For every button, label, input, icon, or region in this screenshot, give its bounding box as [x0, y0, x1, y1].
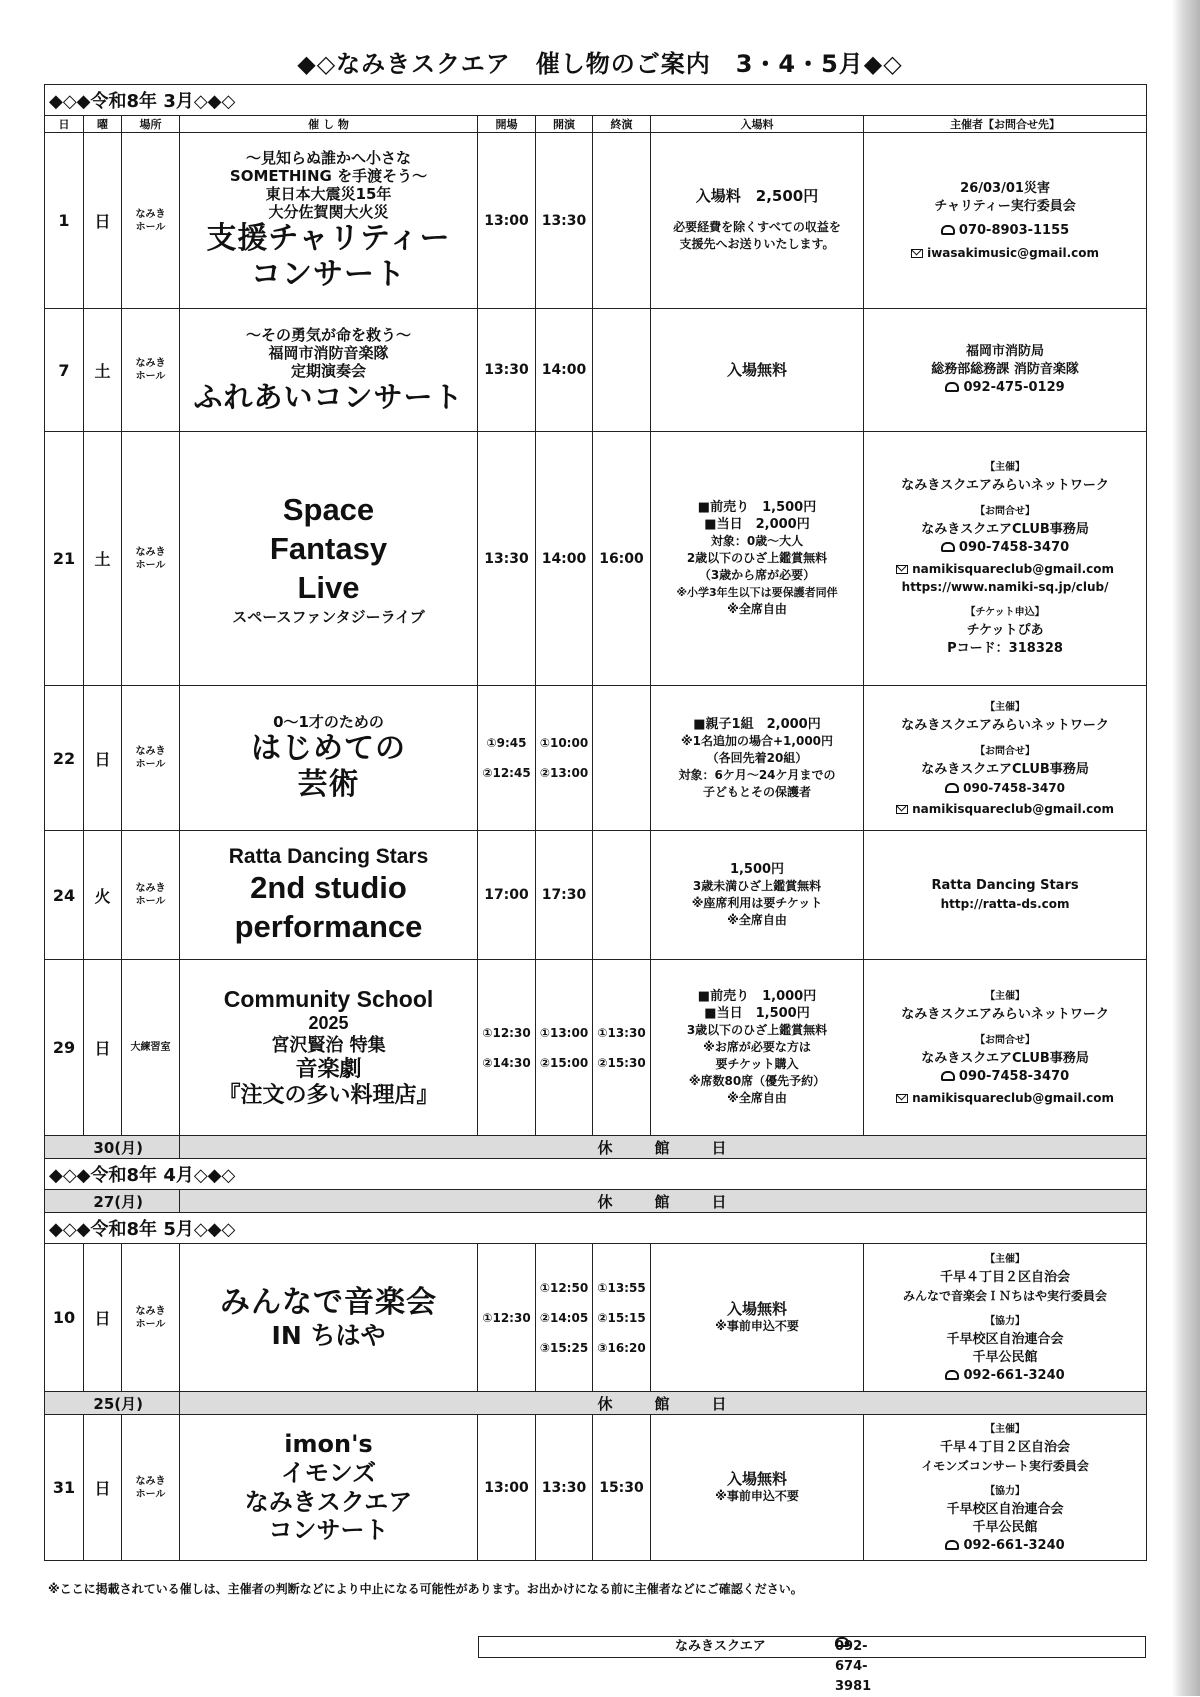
end-time: ①13:30 ②15:30 [593, 960, 651, 1136]
header-weekday: 曜 [84, 116, 122, 133]
row-weekday: 日 [84, 1244, 122, 1392]
admission-fee: ■親子1組 2,000円 ※1名追加の場合+1,000円 （各回先着20組） 対象：6ケ月～24ケ月までの 子どもとその保護者 [651, 686, 864, 831]
open-time: 13:00 [478, 1415, 536, 1561]
open-time: 13:30 [478, 432, 536, 686]
header-open: 開場 [478, 116, 536, 133]
event-title: 0～1才のための はじめての 芸術 [180, 686, 478, 831]
row-place: 大練習室 [122, 960, 180, 1136]
mail-icon [896, 565, 908, 574]
row-weekday: 日 [84, 1415, 122, 1561]
row-weekday: 火 [84, 831, 122, 960]
open-time: 17:00 [478, 831, 536, 960]
organizer-info: 【主催】 なみきスクエアみらいネットワーク 【お問合せ】 なみきスクエアCLUB事務局 090-7458-3470 namikisquareclub@gmail.com [864, 960, 1147, 1136]
closed-label: 休館日 [180, 1136, 1147, 1159]
admission-fee: 入場料 2,500円 必要経費を除くすべての収益を 支援先へお送りいたします。 [651, 133, 864, 309]
row-weekday: 土 [84, 309, 122, 432]
row-day: 22 [45, 686, 84, 831]
phone-icon [945, 783, 959, 793]
row-weekday: 日 [84, 686, 122, 831]
phone-icon [941, 1071, 955, 1081]
organizer-info: 福岡市消防局 総務部総務課 消防音楽隊 092-475-0129 [864, 309, 1147, 432]
start-time: 13:30 [536, 1415, 593, 1561]
event-row [45, 1415, 1147, 1561]
end-time [593, 686, 651, 831]
open-time: ①12:30 [478, 1244, 536, 1392]
event-title: ～見知らぬ誰かへ小さな SOMETHING を手渡そう～ 東日本大震災15年 大分佐賀関大火災 支援チャリティー コンサート [180, 133, 478, 309]
admission-fee: ■前売り 1,500円 ■当日 2,000円 対象：0歳～大人 2歳以下のひざ上鑑賞無料 （3歳から席が必要） ※小学3年生以下は要保護者同伴 ※全席自由 [651, 432, 864, 686]
closed-label: 休館日 [180, 1392, 1147, 1415]
end-time: 16:00 [593, 432, 651, 686]
month-label: ◆◇◆令和8年 4月◇◆◇ [45, 1159, 1147, 1190]
header-event: 催 し 物 [180, 116, 478, 133]
closed-label: 休館日 [180, 1190, 1147, 1213]
month-header-april [45, 1159, 1147, 1190]
header-organizer: 主催者【お問合せ先】 [864, 116, 1147, 133]
row-day: 24 [45, 831, 84, 960]
open-time: ①12:30 ②14:30 [478, 960, 536, 1136]
page-edge-shadow [1172, 0, 1200, 1696]
column-headers [45, 116, 1147, 133]
event-row [45, 1244, 1147, 1392]
schedule-table [44, 84, 1147, 1561]
row-day: 21 [45, 432, 84, 686]
row-place: なみき ホール [122, 831, 180, 960]
disclaimer-note: ※ここに掲載されている催しは、主催者の判断などにより中止になる可能性があります。お出かけになる前に主催者などにご確認ください。 [48, 1582, 803, 1596]
row-place: なみき ホール [122, 432, 180, 686]
event-title: Community School 2025 宮沢賢治 特集 音楽劇 『注文の多い料理店』 [180, 960, 478, 1136]
open-time: 13:00 [478, 133, 536, 309]
row-day: 1 [45, 133, 84, 309]
mail-icon [911, 249, 923, 258]
admission-fee: ■前売り 1,000円 ■当日 1,500円 3歳以下のひざ上鑑賞無料 ※お席が必要な方は 要チケット購入 ※席数80席（優先予約） ※全席自由 [651, 960, 864, 1136]
organizer-info: Ratta Dancing Stars http://ratta-ds.com [864, 831, 1147, 960]
header-day: 日 [45, 116, 84, 133]
header-place: 場所 [122, 116, 180, 133]
event-row [45, 686, 1147, 831]
open-time: 13:30 [478, 309, 536, 432]
event-title: ～その勇気が命を救う～ 福岡市消防音楽隊 定期演奏会 ふれあいコンサート [180, 309, 478, 432]
end-time: 15:30 [593, 1415, 651, 1561]
month-label: ◆◇◆令和8年 3月◇◆◇ [45, 85, 1147, 116]
row-place: なみき ホール [122, 1415, 180, 1561]
row-weekday: 日 [84, 133, 122, 309]
start-time: ①13:00 ②15:00 [536, 960, 593, 1136]
month-header-may [45, 1213, 1147, 1244]
page-title: ◆◇なみきスクエア 催し物のご案内 3・4・5月◆◇ [297, 50, 903, 78]
end-time [593, 133, 651, 309]
footer-contact-box: なみきスクエア 092-674-3981 [478, 1636, 1146, 1658]
row-place: なみき ホール [122, 686, 180, 831]
mail-icon [896, 805, 908, 814]
header-start: 開演 [536, 116, 593, 133]
organizer-info: 【主催】 千早４丁目２区自治会 みんなで音楽会ＩＮちはや実行委員会 【協力】 千早校区自治連合会 千早公民館 092-661-3240 [864, 1244, 1147, 1392]
closed-day-row [45, 1392, 1147, 1415]
closed-date: 27(月) [45, 1190, 180, 1213]
organizer-info: 26/03/01災害 チャリティー実行委員会 070-8903-1155 iwasakimusic@gmail.com [864, 133, 1147, 309]
mail-icon [896, 1094, 908, 1103]
row-place: なみき ホール [122, 309, 180, 432]
closed-date: 25(月) [45, 1392, 180, 1415]
event-title: Space Fantasy Live スペースファンタジーライブ [180, 432, 478, 686]
closed-day-row [45, 1136, 1147, 1159]
end-time [593, 309, 651, 432]
phone-icon [945, 382, 959, 392]
header-end: 終演 [593, 116, 651, 133]
event-title: Ratta Dancing Stars 2nd studio performance [180, 831, 478, 960]
start-time: 13:30 [536, 133, 593, 309]
start-time: 14:00 [536, 432, 593, 686]
row-weekday: 日 [84, 960, 122, 1136]
start-time: ①12:50 ②14:05 ③15:25 [536, 1244, 593, 1392]
event-title: みんなで音楽会 IN ちはや [180, 1244, 478, 1392]
admission-fee: 入場無料 ※事前申込不要 [651, 1244, 864, 1392]
start-time: 17:30 [536, 831, 593, 960]
event-row [45, 133, 1147, 309]
phone-icon [941, 225, 955, 235]
event-title: imon's イモンズ なみきスクエア コンサート [180, 1415, 478, 1561]
open-time: ①9:45 ②12:45 [478, 686, 536, 831]
closed-date: 30(月) [45, 1136, 180, 1159]
footer-venue-name: なみきスクエア [675, 1639, 766, 1654]
phone-icon [945, 1540, 959, 1550]
row-place: なみき ホール [122, 133, 180, 309]
row-day: 10 [45, 1244, 84, 1392]
organizer-info: 【主催】 千早４丁目２区自治会 イモンズコンサート実行委員会 【協力】 千早校区自治連合会 千早公民館 092-661-3240 [864, 1415, 1147, 1561]
admission-fee: 入場無料 [651, 309, 864, 432]
end-time: ①13:55 ②15:15 ③16:20 [593, 1244, 651, 1392]
event-row [45, 831, 1147, 960]
admission-fee: 入場無料 ※事前申込不要 [651, 1415, 864, 1561]
admission-fee: 1,500円 3歳未満ひざ上鑑賞無料 ※座席利用は要チケット ※全席自由 [651, 831, 864, 960]
event-row [45, 960, 1147, 1136]
header-fee: 入場料 [651, 116, 864, 133]
row-day: 31 [45, 1415, 84, 1561]
event-row [45, 309, 1147, 432]
phone-icon [941, 542, 955, 552]
start-time: 14:00 [536, 309, 593, 432]
month-header-march [45, 85, 1147, 116]
event-row [45, 432, 1147, 686]
row-day: 29 [45, 960, 84, 1136]
closed-day-row [45, 1190, 1147, 1213]
end-time [593, 831, 651, 960]
month-label: ◆◇◆令和8年 5月◇◆◇ [45, 1213, 1147, 1244]
row-day: 7 [45, 309, 84, 432]
phone-icon [945, 1370, 959, 1380]
row-place: なみき ホール [122, 1244, 180, 1392]
start-time: ①10:00 ②13:00 [536, 686, 593, 831]
organizer-info: 【主催】 なみきスクエアみらいネットワーク 【お問合せ】 なみきスクエアCLUB事務局 090-7458-3470 namikisquareclub@gmail.com [864, 686, 1147, 831]
row-weekday: 土 [84, 432, 122, 686]
organizer-info: 【主催】 なみきスクエアみらいネットワーク 【お問合せ】 なみきスクエアCLUB事務局 090-7458-3470 namikisquareclub@gmail.com https://www.namiki-sq.jp/club/ 【チケット申込】 チケットぴあ Pコード：318328 [864, 432, 1147, 686]
